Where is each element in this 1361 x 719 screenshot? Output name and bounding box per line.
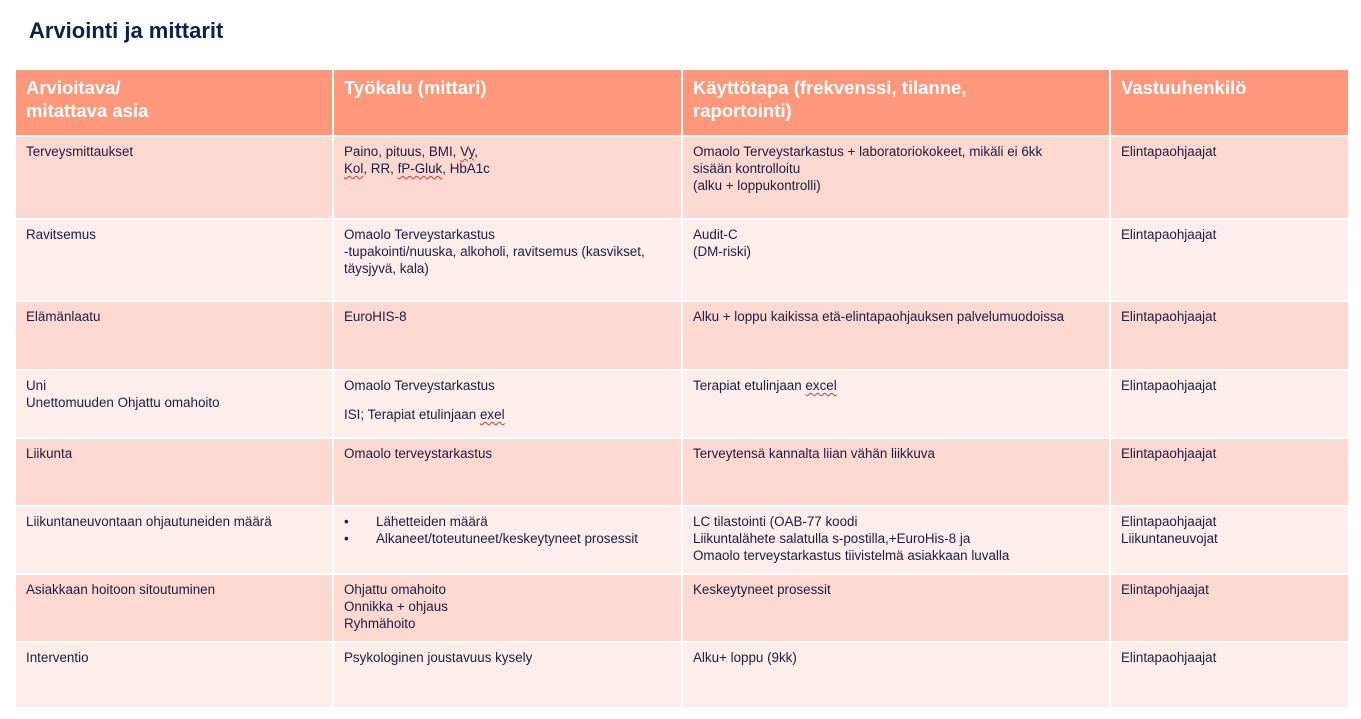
cell-responsible: Elintapaohjaajat Liikuntaneuvojat: [1110, 506, 1349, 574]
cell-responsible: Elintapaohjaajat: [1110, 438, 1349, 506]
cell-tool: Paino, pituus, BMI, Vy, Kol, RR, fP-Gluk, HbA1c: [333, 136, 682, 219]
list-item: • Alkaneet/toteutuneet/keskeytyneet prosessit: [344, 530, 671, 547]
cell-usage: Keskeytyneet prosessit: [682, 574, 1110, 642]
table-row: [15, 136, 1349, 219]
cell-tool: Ohjattu omahoito Onnikka + ohjaus Ryhmähoito: [333, 574, 682, 642]
table-row: [15, 574, 1349, 642]
cell-usage: Omaolo Terveystarkastus + laboratoriokokeet, mikäli ei 6kk sisään kontrolloitu (alku + loppukontrolli): [682, 136, 1110, 219]
cell-usage: Terapiat etulinjaan excel: [682, 370, 1110, 438]
cell-usage: Alku+ loppu (9kk): [682, 642, 1110, 708]
evaluation-table: [14, 68, 1350, 709]
table-row: [15, 506, 1349, 574]
cell-assessed-item: Ravitsemus: [15, 219, 333, 301]
header-usage: Käyttötapa (frekvenssi, tilanne, raportointi): [682, 69, 1110, 136]
cell-usage: Audit-C (DM-riski): [682, 219, 1110, 301]
cell-responsible: Elintapaohjaajat: [1110, 136, 1349, 219]
table-header-row: [15, 69, 1349, 136]
list-item: • Lähetteiden määrä: [344, 513, 671, 530]
cell-tool: Omaolo Terveystarkastus -tupakointi/nuuska, alkoholi, ravitsemus (kasvikset, täysjyvä, kala): [333, 219, 682, 301]
table-row: [15, 301, 1349, 370]
cell-tool: Omaolo Terveystarkastus ISI; Terapiat etulinjaan exel: [333, 370, 682, 438]
cell-usage: Terveytensä kannalta liian vähän liikkuva: [682, 438, 1110, 506]
table-row: [15, 642, 1349, 708]
cell-responsible: Elintapaohjaajat: [1110, 370, 1349, 438]
table-row: [15, 438, 1349, 506]
cell-assessed-item: Liikunta: [15, 438, 333, 506]
table-row: [15, 370, 1349, 438]
cell-responsible: Elintapaohjaajat: [1110, 219, 1349, 301]
cell-tool: EuroHIS-8: [333, 301, 682, 370]
cell-assessed-item: Liikuntaneuvontaan ohjautuneiden määrä: [15, 506, 333, 574]
cell-tool: [333, 506, 682, 574]
cell-assessed-item: Interventio: [15, 642, 333, 708]
header-assessed-item: Arvioitava/ mitattava asia: [15, 69, 333, 136]
cell-responsible: Elintapaohjaajat: [1110, 642, 1349, 708]
header-responsible: Vastuuhenkilö: [1110, 69, 1349, 136]
cell-responsible: Elintapohjaajat: [1110, 574, 1349, 642]
table-row: [15, 219, 1349, 301]
page-title: Arviointi ja mittarit: [29, 18, 224, 43]
cell-assessed-item: Uni Unettomuuden Ohjattu omahoito: [15, 370, 333, 438]
cell-usage: LC tilastointi (OAB-77 koodi Liikuntalähete salatulla s-postilla,+EuroHis-8 ja Omaolo terveystarkastus tiivistelmä asiakkaan luvalla: [682, 506, 1110, 574]
bullet-list: [344, 513, 671, 547]
cell-assessed-item: Terveysmittaukset: [15, 136, 333, 219]
cell-responsible: Elintapaohjaajat: [1110, 301, 1349, 370]
cell-assessed-item: Asiakkaan hoitoon sitoutuminen: [15, 574, 333, 642]
cell-tool: Psykologinen joustavuus kysely: [333, 642, 682, 708]
cell-assessed-item: Elämänlaatu: [15, 301, 333, 370]
cell-tool: Omaolo terveystarkastus: [333, 438, 682, 506]
header-tool: Työkalu (mittari): [333, 69, 682, 136]
cell-usage: Alku + loppu kaikissa etä-elintapaohjauksen palvelumuodoissa: [682, 301, 1110, 370]
